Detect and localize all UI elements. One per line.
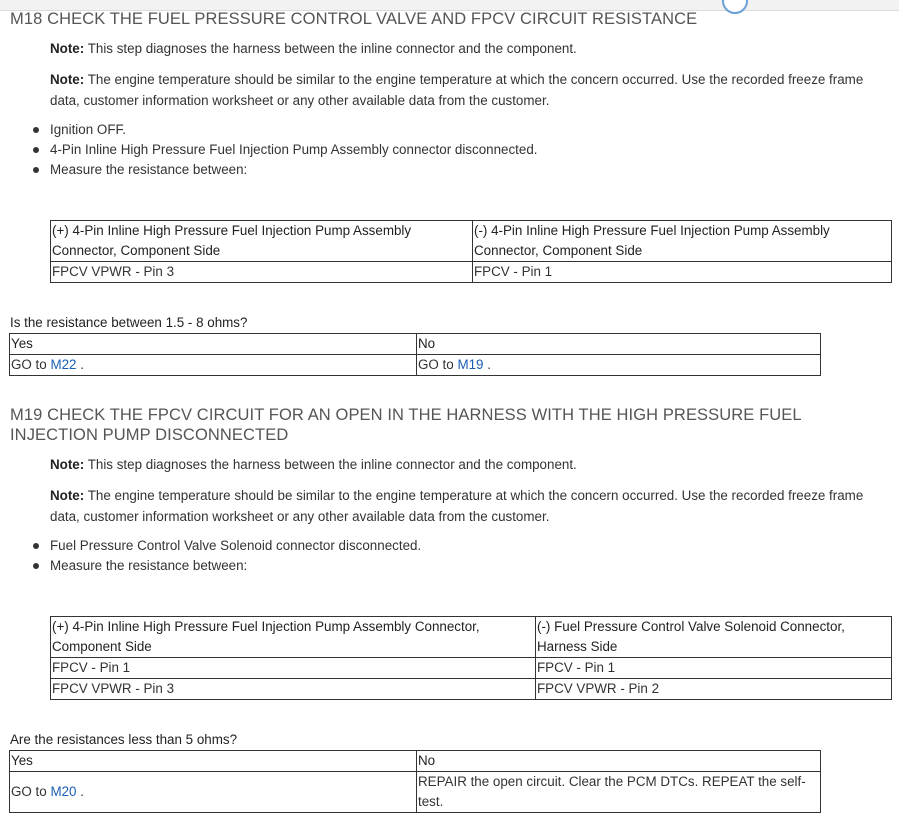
table-row — [51, 658, 892, 679]
table-row — [10, 355, 821, 376]
note-text: The engine temperature should be similar to the engine temperature at which the concern occurred. Use the recorded freeze frame data, customer information worksheet or any other available data from the customer. — [50, 488, 864, 524]
m19-question: Are the resistances less than 5 ohms? — [10, 732, 238, 747]
header-plus-cell: (+) 4-Pin Inline High Pressure Fuel Injection Pump Assembly Connector, Component Side — [51, 617, 536, 658]
list-item: Measure the resistance between: — [31, 556, 421, 576]
note-label: Note: — [50, 457, 85, 472]
yes-header: Yes — [10, 751, 417, 772]
no-header: No — [417, 751, 821, 772]
yes-cell — [10, 772, 417, 813]
no-header: No — [417, 334, 821, 355]
m18-note-1 — [50, 38, 880, 59]
table-cell: FPCV VPWR - Pin 3 — [51, 262, 473, 283]
note-text: This step diagnoses the harness between the inline connector and the component. — [84, 457, 577, 472]
m19-measurement-table — [50, 616, 892, 700]
list-item: Measure the resistance between: — [31, 160, 538, 180]
no-cell: REPAIR the open circuit. Clear the PCM DTCs. REPEAT the self-test. — [417, 772, 821, 813]
answer-text: . — [483, 357, 491, 372]
table-row — [10, 772, 821, 813]
table-row — [51, 262, 892, 283]
header-minus-cell: (-) Fuel Pressure Control Valve Solenoid Connector, Harness Side — [536, 617, 892, 658]
answer-text: . — [76, 357, 84, 372]
table-cell: FPCV - Pin 1 — [536, 658, 892, 679]
yes-header: Yes — [10, 334, 417, 355]
answer-text: . — [76, 784, 84, 799]
m18-answer-table — [9, 333, 821, 376]
note-text: The engine temperature should be similar to the engine temperature at which the concern occurred. Use the recorded freeze frame data, customer information worksheet or any other available data from the customer. — [50, 72, 864, 108]
note-label: Note: — [50, 72, 85, 87]
table-cell: FPCV - Pin 1 — [473, 262, 892, 283]
answer-text: GO to — [418, 357, 458, 372]
table-cell: FPCV VPWR - Pin 3 — [51, 679, 536, 700]
m18-note-2 — [50, 69, 880, 111]
title-line: M19 CHECK THE FPCV CIRCUIT FOR AN OPEN IN THE HARNESS WITH THE HIGH PRESSURE FUEL — [10, 406, 802, 424]
m19-instruction-list — [31, 536, 421, 576]
table-cell: FPCV - Pin 1 — [51, 658, 536, 679]
list-item: 4-Pin Inline High Pressure Fuel Injection Pump Assembly connector disconnected. — [31, 140, 538, 160]
m19-note-2 — [50, 485, 880, 527]
note-label: Note: — [50, 488, 85, 503]
no-cell — [417, 355, 821, 376]
header-minus-cell: (-) 4-Pin Inline High Pressure Fuel Injection Pump Assembly Connector, Component Side — [473, 221, 892, 262]
header-plus-cell: (+) 4-Pin Inline High Pressure Fuel Injection Pump Assembly Connector, Component Side — [51, 221, 473, 262]
scroll-indicator-icon — [722, 0, 748, 14]
note-text: This step diagnoses the harness between the inline connector and the component. — [84, 41, 577, 56]
list-item: Ignition OFF. — [31, 120, 538, 140]
table-header-row — [51, 221, 892, 262]
m19-note-1 — [50, 454, 880, 475]
m18-question: Is the resistance between 1.5 - 8 ohms? — [10, 315, 248, 330]
answer-text: GO to — [11, 784, 51, 799]
m19-answer-table — [9, 750, 821, 813]
note-label: Note: — [50, 41, 85, 56]
title-line: INJECTION PUMP DISCONNECTED — [10, 426, 289, 444]
link-m20[interactable]: M20 — [50, 784, 77, 799]
table-row — [51, 679, 892, 700]
m18-step-title: M18 CHECK THE FUEL PRESSURE CONTROL VALVE AND FPCV CIRCUIT RESISTANCE — [10, 10, 698, 28]
list-item: Fuel Pressure Control Valve Solenoid connector disconnected. — [31, 536, 421, 556]
link-m22[interactable]: M22 — [50, 357, 77, 372]
table-header-row — [51, 617, 892, 658]
m19-step-title — [10, 405, 802, 445]
table-header-row — [10, 751, 821, 772]
link-m19[interactable]: M19 — [457, 357, 484, 372]
table-header-row — [10, 334, 821, 355]
m18-instruction-list — [31, 120, 538, 180]
answer-text: GO to — [11, 357, 51, 372]
yes-cell — [10, 355, 417, 376]
m18-measurement-table — [50, 220, 892, 283]
table-cell: FPCV VPWR - Pin 2 — [536, 679, 892, 700]
